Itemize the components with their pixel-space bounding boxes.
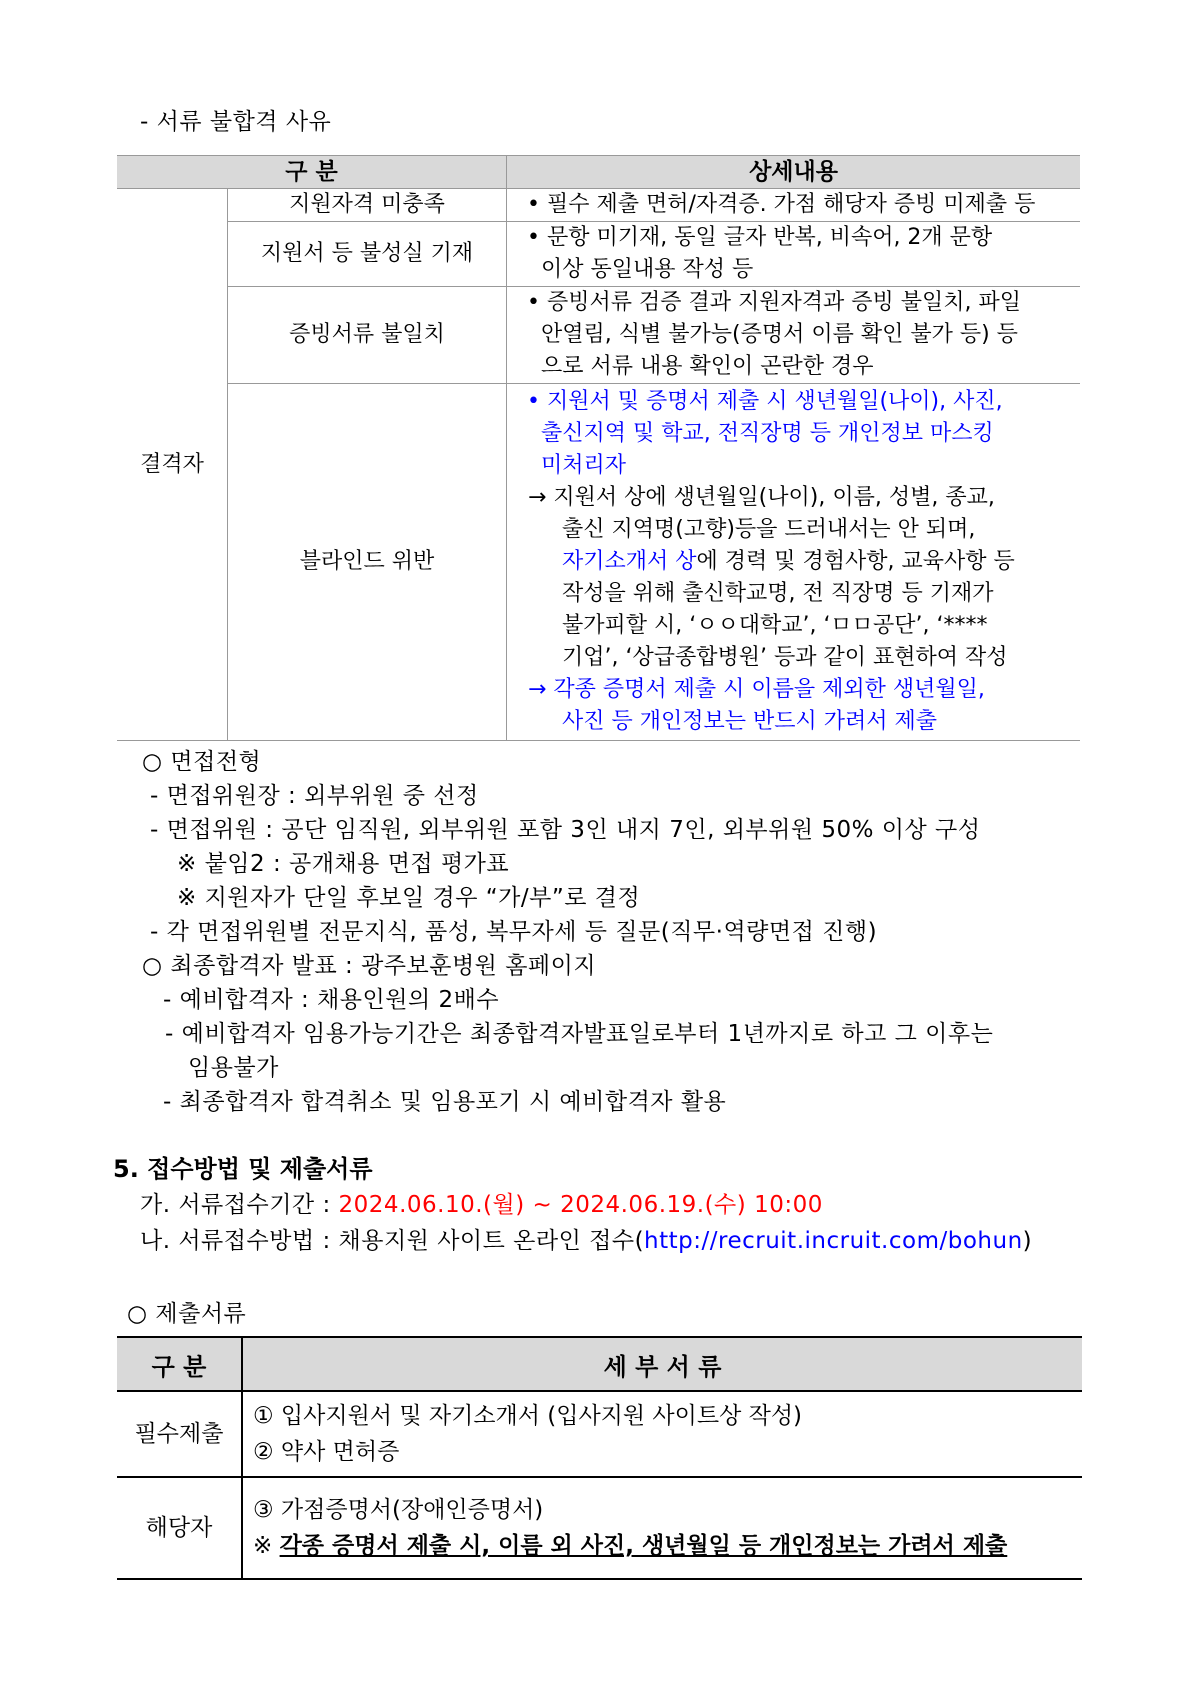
detail-line: 출신 지역명(고향)등을 드러내서는 안 되며, — [562, 517, 976, 542]
detail-line: • 지원서 및 증명서 제출 시 생년월일(나이), 사진, — [527, 389, 1003, 414]
highlight-text: 자기소개서 상 — [562, 549, 697, 574]
note-text: 각종 증명서 제출 시, 이름 외 사진, 생년월일 등 개인정보는 가려서 제출 — [279, 1533, 1008, 1559]
table-header-category: 구 분 — [117, 156, 507, 189]
disqualification-table — [117, 155, 1080, 741]
detail-line — [517, 546, 1080, 578]
category-cell: 블라인드 위반 — [228, 384, 507, 741]
docs-heading: ○ 제출서류 — [127, 1301, 247, 1327]
docs-header-detail: 세 부 서 류 — [242, 1337, 1082, 1391]
docs-category: 해당자 — [117, 1477, 242, 1579]
interview-line: - 면접위원 : 공단 임직원, 외부위원 포함 3인 내지 7인, 외부위원 50% 이상 구성 — [150, 817, 981, 843]
detail-line: • 증빙서류 검증 결과 지원자격과 증빙 불일치, 파일 — [527, 290, 1021, 315]
category-cell: 증빙서류 불일치 — [228, 287, 507, 384]
table-header-detail: 상세내용 — [507, 156, 1081, 189]
interview-line: - 각 면접위원별 전문지식, 품성, 복무자세 등 질문(직무·역량면접 진행) — [150, 919, 878, 945]
group-label: 결격자 — [117, 189, 228, 741]
detail-line: 안열림, 식별 불가능(증명서 이름 확인 불가 등) 등 — [541, 322, 1018, 347]
detail-line: 출신지역 및 학교, 전직장명 등 개인정보 마스킹 — [541, 421, 994, 446]
detail-line: 이상 동일내용 작성 등 — [541, 257, 754, 282]
final-line: - 예비합격자 : 채용인원의 2배수 — [163, 987, 500, 1013]
detail-cell — [507, 287, 1081, 384]
detail-line: 기업’, ‘상급종합병원’ 등과 같이 표현하여 작성 — [562, 645, 1008, 670]
final-heading: ○ 최종합격자 발표 : 광주보훈병원 홈페이지 — [142, 953, 597, 979]
category-cell: 지원서 등 불성실 기재 — [228, 222, 507, 287]
detail-line: • 문항 미기재, 동일 글자 반복, 비속어, 2개 문항 — [527, 225, 993, 250]
section5-title: 5. 접수방법 및 제출서류 — [113, 1155, 373, 1183]
final-line: - 예비합격자 임용가능기간은 최종합격자발표일로부터 1년까지로 하고 그 이후는 — [165, 1021, 994, 1047]
docs-item: ② 약사 면허증 — [253, 1439, 400, 1465]
detail-cell — [507, 189, 1081, 222]
method-label: 나. 서류접수방법 : 채용지원 사이트 온라인 접수( — [140, 1228, 645, 1254]
detail-line: 불가피할 시, ‘ㅇㅇ대학교’, ‘ㅁㅁ공단’, ‘**** — [562, 613, 988, 638]
docs-item: ① 입사지원서 및 자기소개서 (입사지원 사이트상 작성) — [253, 1403, 803, 1429]
section-intro: - 서류 불합격 사유 — [140, 109, 332, 135]
method-close: ) — [1022, 1228, 1033, 1254]
recruit-link[interactable]: http://recruit.incruit.com/bohun — [644, 1228, 1023, 1254]
final-line: - 최종합격자 합격취소 및 임용포기 시 예비합격자 활용 — [163, 1089, 727, 1115]
detail-cell — [507, 384, 1081, 741]
final-line: 임용불가 — [188, 1055, 279, 1081]
interview-note: ※ 지원자가 단일 후보일 경우 “가/부”로 결정 — [177, 885, 641, 911]
docs-detail — [242, 1477, 1082, 1579]
detail-cell — [507, 222, 1081, 287]
detail-line: → 지원서 상에 생년월일(나이), 이름, 성별, 종교, — [528, 485, 995, 510]
category-cell: 지원자격 미충족 — [228, 189, 507, 222]
period-label: 가. 서류접수기간 : — [140, 1192, 339, 1218]
docs-note — [253, 1528, 1082, 1564]
detail-line: → 각종 증명서 제출 시 이름을 제외한 생년월일, — [528, 677, 985, 702]
detail-line: 으로 서류 내용 확인이 곤란한 경우 — [541, 354, 874, 379]
docs-detail — [242, 1391, 1082, 1477]
period-value: 2024.06.10.(월) ~ 2024.06.19.(수) 10:00 — [338, 1192, 823, 1218]
detail-line: • 필수 제출 면허/자격증. 가점 해당자 증빙 미제출 등 — [527, 192, 1036, 217]
docs-category: 필수제출 — [117, 1391, 242, 1477]
detail-line: 미처리자 — [541, 453, 627, 478]
method-line — [140, 1222, 1032, 1255]
interview-note: ※ 붙임2 : 공개채용 면접 평가표 — [177, 851, 510, 877]
period-line — [140, 1186, 823, 1219]
interview-line: - 면접위원장 : 외부위원 중 선정 — [150, 783, 479, 809]
documents-table — [117, 1336, 1082, 1580]
interview-heading: ○ 면접전형 — [142, 749, 262, 775]
note-mark: ※ — [253, 1533, 280, 1559]
docs-item: ③ 가점증명서(장애인증명서) — [253, 1497, 544, 1523]
detail-line: 작성을 위해 출신학교명, 전 직장명 등 기재가 — [562, 581, 994, 606]
detail-text: 에 경력 및 경험사항, 교육사항 등 — [696, 549, 1015, 574]
detail-line: 사진 등 개인정보는 반드시 가려서 제출 — [562, 709, 937, 734]
docs-header-category: 구 분 — [117, 1337, 242, 1391]
